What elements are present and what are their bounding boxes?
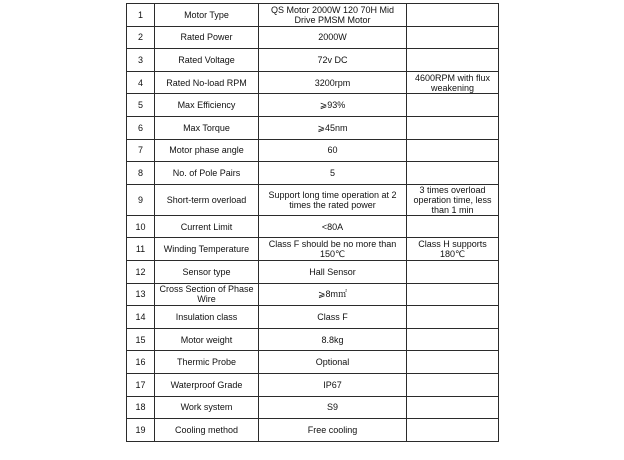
table-row	[127, 419, 499, 442]
parameter-value: Class F	[259, 306, 407, 329]
row-number: 1	[127, 4, 155, 27]
parameter-name: Rated Voltage	[155, 49, 259, 72]
row-number: 9	[127, 184, 155, 215]
row-number: 17	[127, 373, 155, 396]
row-number: 6	[127, 116, 155, 139]
parameter-name: Max Efficiency	[155, 94, 259, 117]
parameter-value: 72v DC	[259, 49, 407, 72]
parameter-value: 5	[259, 162, 407, 185]
table-row	[127, 260, 499, 283]
parameter-note	[407, 419, 499, 442]
parameter-value: Optional	[259, 351, 407, 374]
parameter-value: ⩾8m㎡	[259, 283, 407, 306]
parameter-value: 3200rpm	[259, 71, 407, 94]
parameter-name: No. of Pole Pairs	[155, 162, 259, 185]
row-number: 15	[127, 328, 155, 351]
parameter-name: Cooling method	[155, 419, 259, 442]
parameter-name: Short-term overload	[155, 184, 259, 215]
parameter-note	[407, 328, 499, 351]
parameter-value: <80A	[259, 215, 407, 238]
parameter-name: Work system	[155, 396, 259, 419]
parameter-name: Cross Section of Phase Wire	[155, 283, 259, 306]
row-number: 10	[127, 215, 155, 238]
parameter-note: Class H supports 180℃	[407, 238, 499, 261]
row-number: 3	[127, 49, 155, 72]
parameter-note	[407, 306, 499, 329]
row-number: 11	[127, 238, 155, 261]
spec-table-body	[127, 4, 499, 442]
parameter-name: Current Limit	[155, 215, 259, 238]
parameter-name: Rated No-load RPM	[155, 71, 259, 94]
parameter-note	[407, 4, 499, 27]
table-row	[127, 139, 499, 162]
table-row	[127, 94, 499, 117]
parameter-note	[407, 26, 499, 49]
row-number: 5	[127, 94, 155, 117]
parameter-value: Hall Sensor	[259, 260, 407, 283]
table-row	[127, 373, 499, 396]
table-row	[127, 116, 499, 139]
parameter-value: S9	[259, 396, 407, 419]
parameter-note	[407, 162, 499, 185]
parameter-value: ⩾45nm	[259, 116, 407, 139]
parameter-note: 3 times overload operation time, less than 1 min	[407, 184, 499, 215]
parameter-note	[407, 351, 499, 374]
parameter-value: Free cooling	[259, 419, 407, 442]
row-number: 2	[127, 26, 155, 49]
parameter-value: ⩾93%	[259, 94, 407, 117]
parameter-note	[407, 215, 499, 238]
row-number: 8	[127, 162, 155, 185]
parameter-value: 8.8kg	[259, 328, 407, 351]
table-row	[127, 351, 499, 374]
parameter-name: Waterproof Grade	[155, 373, 259, 396]
parameter-value: 2000W	[259, 26, 407, 49]
row-number: 18	[127, 396, 155, 419]
parameter-value: Support long time operation at 2 times the rated power	[259, 184, 407, 215]
parameter-note	[407, 373, 499, 396]
parameter-name: Sensor type	[155, 260, 259, 283]
parameter-note	[407, 139, 499, 162]
table-row	[127, 184, 499, 215]
row-number: 7	[127, 139, 155, 162]
parameter-name: Rated Power	[155, 26, 259, 49]
parameter-note: 4600RPM with flux weakening	[407, 71, 499, 94]
parameter-note	[407, 94, 499, 117]
parameter-value: IP67	[259, 373, 407, 396]
parameter-name: Insulation class	[155, 306, 259, 329]
parameter-note	[407, 116, 499, 139]
parameter-name: Motor weight	[155, 328, 259, 351]
parameter-name: Motor Type	[155, 4, 259, 27]
parameter-value: 60	[259, 139, 407, 162]
parameter-name: Thermic Probe	[155, 351, 259, 374]
table-row	[127, 238, 499, 261]
row-number: 13	[127, 283, 155, 306]
parameter-name: Winding Temperature	[155, 238, 259, 261]
table-row	[127, 215, 499, 238]
row-number: 12	[127, 260, 155, 283]
parameter-value: Class F should be no more than 150℃	[259, 238, 407, 261]
row-number: 14	[127, 306, 155, 329]
row-number: 19	[127, 419, 155, 442]
table-row	[127, 328, 499, 351]
table-row	[127, 396, 499, 419]
row-number: 16	[127, 351, 155, 374]
table-row	[127, 71, 499, 94]
parameter-note	[407, 260, 499, 283]
motor-spec-table	[126, 3, 499, 442]
parameter-name: Motor phase angle	[155, 139, 259, 162]
table-row	[127, 4, 499, 27]
table-row	[127, 283, 499, 306]
parameter-note	[407, 49, 499, 72]
parameter-note	[407, 283, 499, 306]
row-number: 4	[127, 71, 155, 94]
table-row	[127, 26, 499, 49]
table-row	[127, 49, 499, 72]
parameter-note	[407, 396, 499, 419]
table-row	[127, 162, 499, 185]
table-row	[127, 306, 499, 329]
parameter-value: QS Motor 2000W 120 70H Mid Drive PMSM Motor	[259, 4, 407, 27]
parameter-name: Max Torque	[155, 116, 259, 139]
